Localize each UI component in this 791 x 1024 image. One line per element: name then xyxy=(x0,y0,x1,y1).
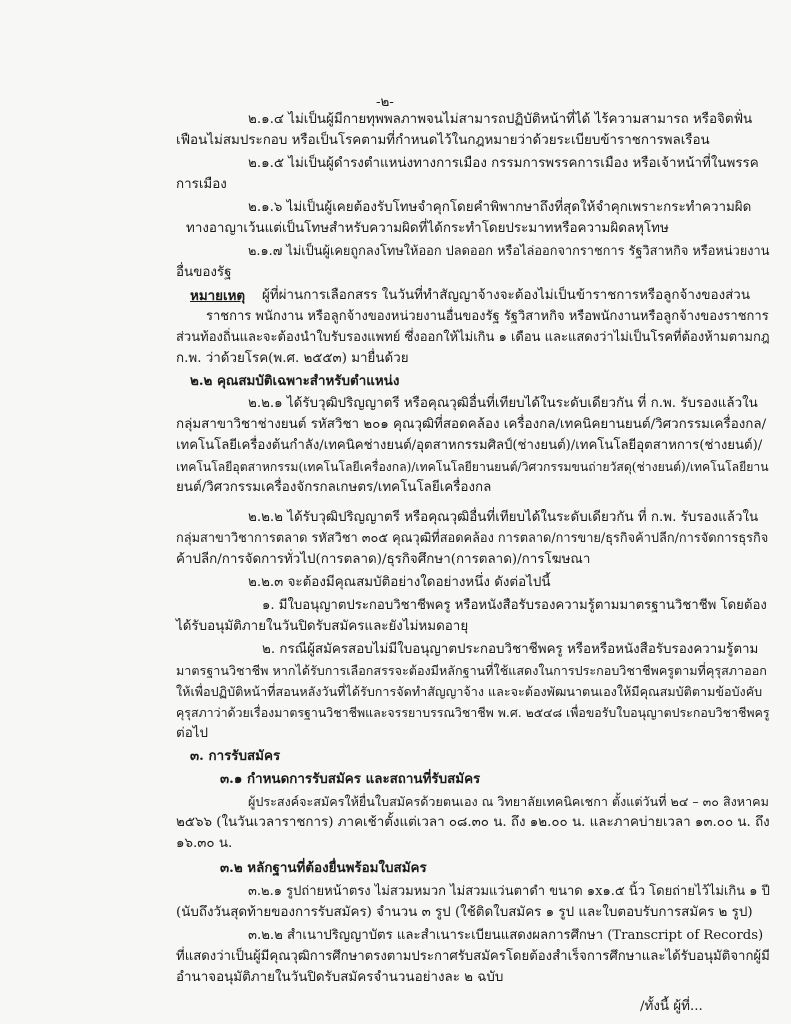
item-2-2-3-line-1: ๒.๒.๓ จะต้องมีคุณสมบัติอย่างใดอย่างหนึ่ง ดังต่อไปนี้ xyxy=(248,575,551,590)
item-2-2-2-line-2: กลุ่มสาขาวิชาการตลาด รหัสวิชา ๓๐๕ คุณวุฒิที่สอดคล้อง การตลาด/การขาย/ธุรกิจค้าปลีก/การจัดการธุรกิจ xyxy=(176,531,769,546)
qualification-2-1-4-line-1: ๒.๑.๔ ไม่เป็นผู้มีกายทุพพลภาพจนไม่สามารถปฏิบัติหน้าที่ได้ ไร้ความสามารถ หรือจิตฟั่น xyxy=(248,112,753,127)
item-2-2-1-line-1: ๒.๒.๑ ได้รับวุฒิปริญญาตรี หรือคุณวุฒิอื่นที่เทียบได้ในระดับเดียวกัน ที่ ก.พ. รับรองแล้วใน xyxy=(248,396,758,411)
qualification-2-1-5-line-2: การเมือง xyxy=(176,177,227,192)
item-3-2-2-line-3: อำนาจอนุมัติภายในวันปิดรับสมัครจำนวนอย่างละ ๒ ฉบับ xyxy=(176,970,504,985)
option-1-line-2: ได้รับอนุมัติภายในวันปิดรับสมัครและยังไม่หมดอายุ xyxy=(176,619,469,634)
item-3-2-1-line-1: ๓.๒.๑ รูปถ่ายหน้าตรง ไม่สวมหมวก ไม่สวมแว่นตาดำ ขนาด ๑x๑.๕ นิ้ว โดยถ่ายไว้ไม่เกิน ๑ ปี xyxy=(248,884,770,899)
item-3-2-1-line-2: (นับถึงวันสุดท้ายของการรับสมัคร) จำนวน ๓ รูป (ใช้ติดใบสมัคร ๑ รูป และใบตอบรับการสมัคร ๒ รูป) xyxy=(176,905,753,920)
option-2-line-4: คุรุสภาว่าด้วยเรื่องมาตรฐานวิชาชีพและจรรยาบรรณวิชาชีพ พ.ศ. ๒๕๔๘ เพื่อขอรับใบอนุญาตประกอบวิชาชีพครู xyxy=(176,705,770,720)
note-line-3: ส่วนท้องถิ่นและจะต้องนำใบรับรองแพทย์ ซึ่งออกให้ไม่เกิน ๑ เดือน และแสดงว่าไม่เป็นโรคที่ต้องห้ามตามกฎ xyxy=(176,330,770,345)
qualification-2-1-6-line-2: ทางอาญาเว้นแต่เป็นโทษสำหรับความผิดที่ได้กระทำโดยประมาทหรือความผิดลหุโทษ xyxy=(186,221,669,236)
item-3-2-2-line-2: ที่แสดงว่าเป็นผู้มีคุณวุฒิการศึกษาตรงตามประกาศรับสมัครโดยต้องสำเร็จการศึกษาและได้รับอนุมัติจากผู้มี xyxy=(176,949,770,964)
section-3-1-heading: ๓.๑ กำหนดการรับสมัคร และสถานที่รับสมัคร xyxy=(220,771,481,787)
item-2-2-1-line-5: ยนต์/วิศวกรรมเครื่องจักรกลเกษตร/เทคโนโลยีเครื่องกล xyxy=(176,480,492,495)
item-2-2-1-line-4: เทคโนโลยีอุตสาหกรรม(เทคโนโลยีเครื่องกล)/เทคโนโลยียานยนต์/วิศวกรรมขนถ่ายวัสดุ(ช่างยนต์)/เทคโนโลยียาน xyxy=(176,460,769,474)
application-schedule-line-3: ๑๖.๓๐ น. xyxy=(176,836,233,851)
continuation-marker: /ทั้งนี้ ผู้ที่... xyxy=(640,999,703,1014)
option-2-line-2: มาตรฐานวิชาชีพ หากได้รับการเลือกสรรจะต้องมีหลักฐานที่ใช้แสดงในการประกอบวิชาชีพครูตามที่คุรุสภาออก xyxy=(176,663,767,678)
note-line-1: ผู้ที่ผ่านการเลือกสรร ในวันที่ทำสัญญาจ้างจะต้องไม่เป็นข้าราชการหรือลูกจ้างของส่วน xyxy=(262,288,750,303)
section-3-heading: ๓. การรับสมัคร xyxy=(190,748,281,764)
application-schedule-line-1: ผู้ประสงค์จะสมัครให้ยื่นใบสมัครด้วยตนเอง ณ วิทยาลัยเทคนิคเชกา ตั้งแต่วันที่ ๒๔ – ๓๐ สิงหาคม xyxy=(248,794,769,809)
option-2-line-1: ๒. กรณีผู้สมัครสอบไม่มีใบอนุญาตประกอบวิชาชีพครู หรือหรือหนังสือรับรองความรู้ตาม xyxy=(262,642,759,657)
item-2-2-2-line-1: ๒.๒.๒ ได้รับวุฒิปริญญาตรี หรือคุณวุฒิอื่นที่เทียบได้ในระดับเดียวกัน ที่ ก.พ. รับรองแล้วใน xyxy=(248,510,759,525)
section-2-2-heading: ๒.๒ คุณสมบัติเฉพาะสำหรับตำแหน่ง xyxy=(190,373,400,389)
option-1-line-1: ๑. มีใบอนุญาตประกอบวิชาชีพครู หรือหนังสือรับรองความรู้ตามมาตรฐานวิชาชีพ โดยต้อง xyxy=(262,598,767,613)
section-3-2-heading: ๓.๒ หลักฐานที่ต้องยื่นพร้อมใบสมัคร xyxy=(220,860,427,876)
item-2-2-1-line-2: กลุ่มสาขาวิชาช่างยนต์ รหัสวิชา ๒๐๑ คุณวุฒิที่สอดคล้อง เครื่องกล/เทคนิคยานยนต์/วิศวกรรมเครื่องกล/ xyxy=(176,417,767,432)
note-line-2: ราชการ พนักงาน หรือลูกจ้างของหน่วยงานอื่นของรัฐ รัฐวิสาหกิจ หรือพนักงานหรือลูกจ้างของราชการ xyxy=(206,309,769,324)
qualification-2-1-6-line-1: ๒.๑.๖ ไม่เป็นผู้เคยต้องรับโทษจำคุกโดยคำพิพากษาถึงที่สุดให้จำคุกเพราะกระทำความผิด xyxy=(248,200,752,215)
item-3-2-2-line-1: ๓.๒.๒ สำเนาปริญญาบัตร และสำเนาระเบียนแสดงผลการศึกษา (Transcript of Records) xyxy=(248,928,764,943)
note-label: หมายเหตุ xyxy=(190,288,246,304)
option-2-line-5: ต่อไป xyxy=(176,726,208,741)
qualification-2-1-4-line-2: เฟือนไม่สมประกอบ หรือเป็นโรคตามที่กำหนดไว้ในกฎหมายว่าด้วยระเบียบข้าราชการพลเรือน xyxy=(176,133,710,148)
item-2-2-2-line-3: ค้าปลีก/การจัดการทั่วไป(การตลาด)/ธุรกิจศึกษา(การตลาด)/การโฆษณา xyxy=(176,552,591,567)
qualification-2-1-5-line-1: ๒.๑.๕ ไม่เป็นผู้ดำรงตำแหน่งทางการเมือง กรรมการพรรคการเมือง หรือเจ้าหน้าที่ในพรรค xyxy=(248,156,759,171)
item-2-2-1-line-3: เทคโนโลยีเครื่องต้นกำลัง/เทคนิคช่างยนต์/อุตสาหกรรมศิลป์(ช่างยนต์)/เทคโนโลยีอุตสาหการ(ช่างยนต์)/ xyxy=(176,438,763,453)
note-line-4: ก.พ. ว่าด้วยโรค(พ.ศ. ๒๕๕๓) มายื่นด้วย xyxy=(176,351,409,366)
page-number: -๒- xyxy=(376,95,394,110)
option-2-line-3: ให้เพื่อปฏิบัติหน้าที่สอนหลังวันที่ได้รับการจัดทำสัญญาจ้าง และจะต้องพัฒนาตนเองให้มีคุณสมบัติตามข้อบังคับ xyxy=(176,684,763,699)
qualification-2-1-7-line-2: อื่นของรัฐ xyxy=(176,265,232,280)
application-schedule-line-2: ๒๕๖๖ (ในวันเวลาราชการ) ภาคเช้าตั้งแต่เวลา ๐๘.๓๐ น. ถึง ๑๒.๐๐ น. และภาคบ่ายเวลา ๑๓.๐๐ น. ถึง xyxy=(176,815,770,830)
qualification-2-1-7-line-1: ๒.๑.๗ ไม่เป็นผู้เคยถูกลงโทษให้ออก ปลดออก หรือไล่ออกจากราชการ รัฐวิสาหกิจ หรือหน่วยงาน xyxy=(248,244,770,259)
